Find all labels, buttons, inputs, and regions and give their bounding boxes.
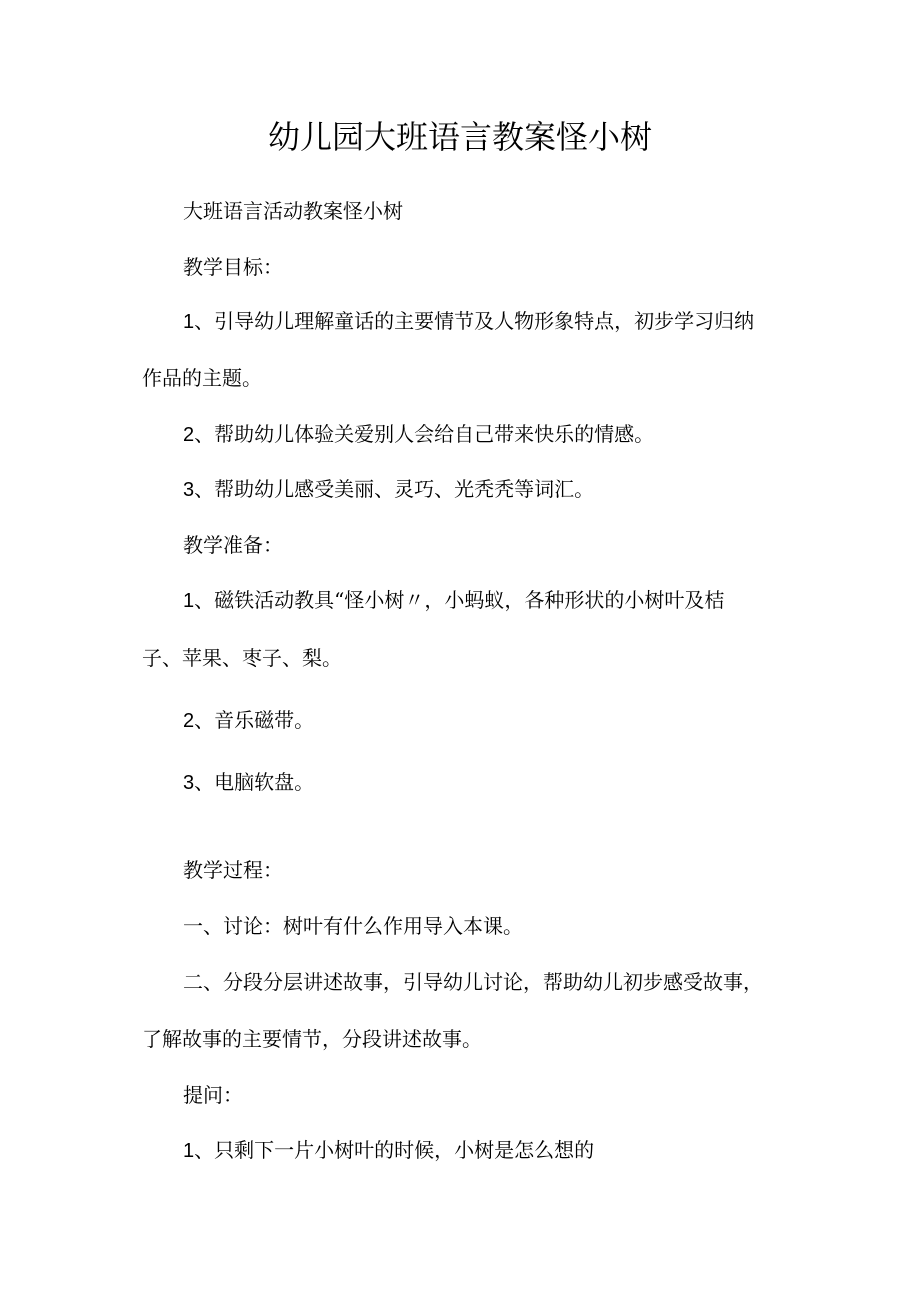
goal-item-text: 、帮助幼儿感受美丽、灵巧、光秃秃等词汇。 xyxy=(194,477,595,501)
goal-item-3 xyxy=(183,474,594,505)
goal-item-number: 2 xyxy=(183,424,195,446)
question-item-text: 、只剩下一片小树叶的时候，小树是怎么想的 xyxy=(194,1138,595,1162)
process-item-1: 一、讨论：树叶有什么作用导入本课。 xyxy=(183,914,523,938)
document-title: 幼儿园大班语言教案怪小树 xyxy=(267,118,652,156)
prep-item-3 xyxy=(183,767,314,798)
goal-item-1 xyxy=(183,306,754,337)
goal-item-number: 3 xyxy=(183,479,195,501)
prep-item-1 xyxy=(183,585,724,616)
prep-item-1-continuation: 子、苹果、枣子、梨。 xyxy=(142,646,342,670)
goal-item-1-continuation: 作品的主题。 xyxy=(142,366,262,390)
prep-item-2 xyxy=(183,705,314,736)
document-subtitle: 大班语言活动教案怪小树 xyxy=(183,199,403,223)
prep-item-number: 1 xyxy=(183,590,195,612)
goal-item-text: 、引导幼儿理解童话的主要情节及人物形象特点，初步学习归纳 xyxy=(194,309,755,333)
prep-item-number: 3 xyxy=(183,772,195,794)
prep-item-text: 、音乐磁带。 xyxy=(194,708,315,732)
question-heading: 提问： xyxy=(183,1083,243,1107)
prep-heading: 教学准备： xyxy=(183,533,283,557)
process-heading: 教学过程： xyxy=(183,858,283,882)
prep-item-text: 、电脑软盘。 xyxy=(194,770,315,794)
goal-item-2 xyxy=(183,419,654,450)
goal-item-number: 1 xyxy=(183,311,195,333)
prep-item-number: 2 xyxy=(183,710,195,732)
process-item-2-continuation: 了解故事的主要情节，分段讲述故事。 xyxy=(142,1027,482,1051)
question-item-1 xyxy=(183,1135,594,1166)
process-item-2: 二、分段分层讲述故事，引导幼儿讨论，帮助幼儿初步感受故事， xyxy=(183,970,763,994)
question-item-number: 1 xyxy=(183,1140,195,1162)
goals-heading: 教学目标： xyxy=(183,255,283,279)
goal-item-text: 、帮助幼儿体验关爱别人会给自己带来快乐的情感。 xyxy=(194,422,655,446)
prep-item-text: 、磁铁活动教具“怪小树〃，小蚂蚁，各种形状的小树叶及桔 xyxy=(194,588,725,612)
